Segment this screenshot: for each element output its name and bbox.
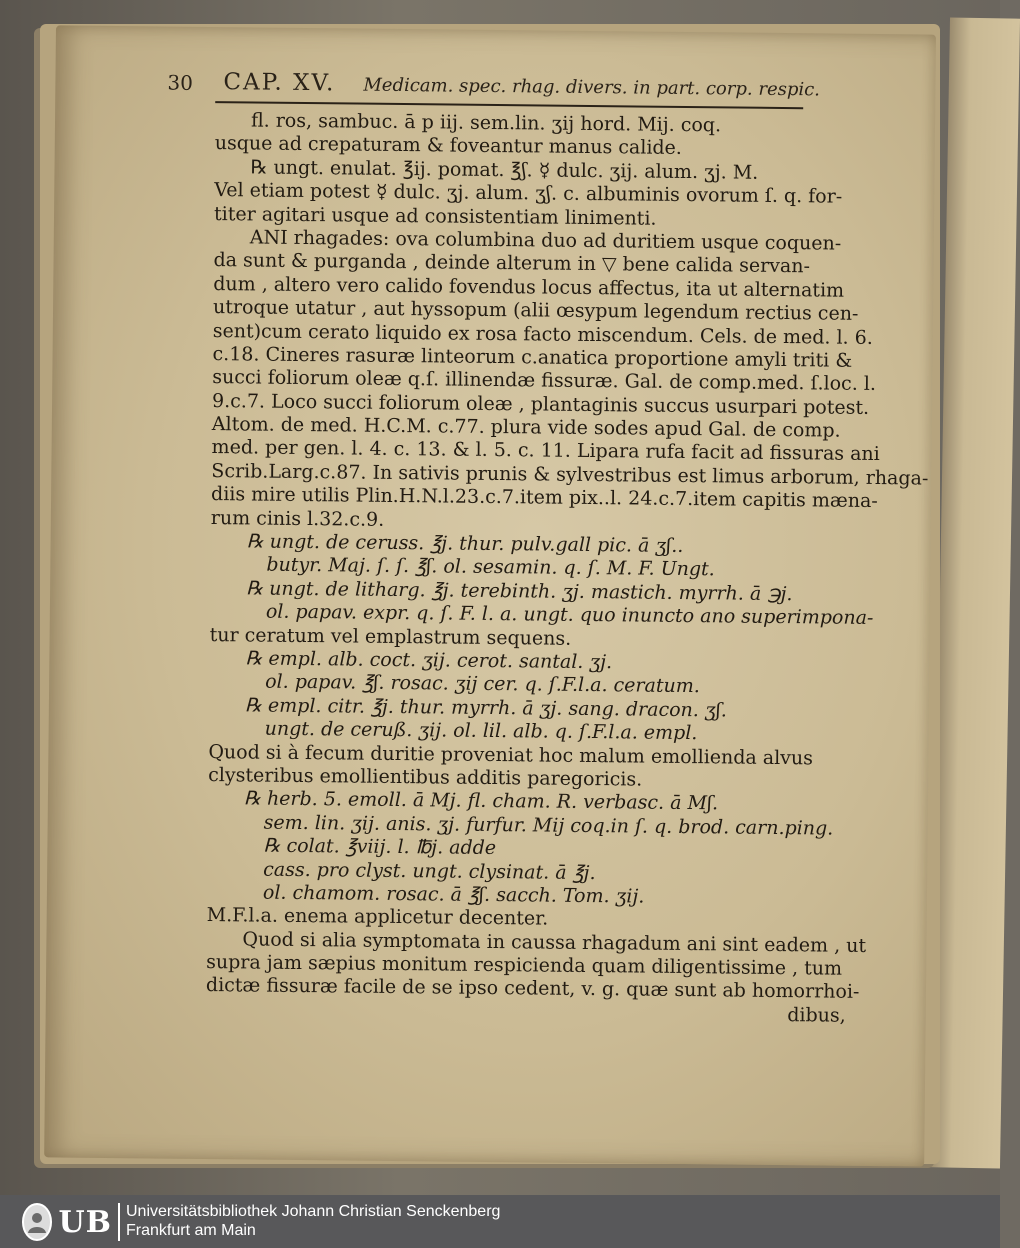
page-number: 30 [167, 70, 194, 95]
header-rule [215, 101, 803, 109]
text-line: ℞ ungt. de ceruss. ℥j. thur. pulv.gall pic. ā ʒʃ.. [246, 530, 684, 558]
text-line: sent)cum cerato liquido ex rosa facto miscendum. Cels. de med. l. 6. [212, 319, 873, 349]
text-line: ℞ empl. alb. coct. ʒij. cerot. santal. ʒj. [245, 647, 613, 674]
text-line: Vel etiam potest ☿ dulc. ʒj. alum. ʒʃ. c. albuminis ovorum ſ. q. for- [214, 179, 843, 208]
book-page [44, 25, 936, 1166]
text-line: dum , altero vero calido fovendus locus affectus, ita ut alternatim [213, 272, 845, 302]
text-line: Quod si alia symptomata in caussa rhagadum ani sint eadem , ut [242, 928, 867, 957]
footer-divider [118, 1203, 120, 1241]
text-line: cass. pro clyst. ungt. clysinat. ā ℥j. [263, 858, 596, 884]
running-title: Medicam. spec. rhag. divers. in part. corp. respic. [363, 74, 821, 101]
text-line: succi foliorum oleæ q.ſ. illinendæ fissuræ. Gal. de comp.med. ſ.loc. l. [212, 366, 877, 396]
text-line: Altom. de med. H.C.M. c.77. plura vide sodes apud Gal. de comp. [211, 413, 841, 442]
text-line: ℞ colat. ℥viij. l. ℔j. adde [263, 834, 497, 860]
text-line: dictæ fissuræ facile de se ipso cedent, v. g. quæ sunt ab homorrhoi- [205, 974, 860, 1004]
page-body-text [205, 109, 929, 1028]
text-line: supra jam sæpius monitum respicienda quam diligentissime , tum [206, 951, 843, 980]
text-line: c.18. Cineres rasuræ linteorum c.anatica proportione amyli triti & [212, 342, 853, 372]
text-line: ℞ empl. citr. ℥j. thur. myrrh. ā ʒj. sang. dracon. ʒʃ. [244, 694, 727, 722]
text-line: ℞ ungt. de litharg. ℥j. terebinth. ʒj. mastich. myrrh. ā ℈j. [246, 577, 793, 605]
text-line: rum cinis l.32.c.9. [210, 506, 385, 531]
text-line: ol. papav. expr. q. ſ. F. l. a. ungt. quo inuncto ano superimpona- [265, 600, 874, 630]
facing-page-edge [930, 17, 1020, 1168]
text-line: ℞ ungt. enulat. ℥ij. pomat. ℥ʃ. ☿ dulc. ʒij. alum. ʒj. M. [250, 156, 759, 184]
text-line: titer agitari usque ad consistentiam linimenti. [213, 202, 657, 230]
seal-icon [22, 1203, 52, 1241]
text-line: ol. papav. ℥ʃ. rosac. ʒij cer. q. ſ.F.l.a. ceratum. [265, 670, 700, 698]
ub-logo-text: UB [58, 1204, 112, 1240]
text-line: usque ad crepaturam & foveantur manus calide. [214, 132, 683, 160]
text-line: med. per gen. l. 4. c. 13. & l. 5. c. 11. Lipara rufa facit ad fissuras ani [211, 436, 880, 466]
library-footer [0, 1195, 1000, 1248]
text-line: da sunt & purganda , deinde alterum in ▽ bene calida servan- [213, 249, 811, 278]
text-line: ℞ herb. 5. emoll. ā Mj. fl. cham. R. verbasc. ā Mʃ. [243, 787, 719, 815]
text-line: Scrib.Larg.c.87. In sativis prunis & sylvestribus est limus arborum, rhaga- [211, 459, 929, 490]
text-line: clysteribus emollientibus additis paregoricis. [208, 763, 643, 791]
text-line: 9.c.7. Loco succi foliorum oleæ , plantaginis succus usurpari potest. [211, 389, 870, 419]
text-line: sem. lin. ʒij. anis. ʒj. furfur. Mij coq.in ſ. q. brod. carn.ping. [263, 811, 834, 840]
chapter-label: CAP. XV. [223, 69, 336, 97]
institution-name: Universitätsbibliothek Johann Christian Senckenberg [126, 1203, 501, 1220]
text-line: ol. chamom. rosac. ā ℥ʃ. sacch. Tom. ʒij. [262, 881, 645, 908]
text-line: diis mire utilis Plin.H.N.l.23.c.7.item pix..l. 24.c.7.item capitis mæna- [211, 483, 878, 513]
text-line: ungt. de ceruß. ʒij. ol. lil. alb. q. ſ.F.l.a. empl. [264, 717, 698, 745]
running-header [167, 69, 821, 101]
text-line: M.F.l.a. enema applicetur decenter. [206, 904, 549, 930]
institution-city: Frankfurt am Main [126, 1222, 256, 1239]
catchword: dibus, [787, 1003, 846, 1027]
text-line: fl. ros, sambuc. ā p iij. sem.lin. ʒij hord. Mij. coq. [250, 109, 722, 137]
ub-logo[interactable] [22, 1203, 112, 1241]
text-line: butyr. Maj. ſ. ſ. ℥ʃ. ol. sesamin. q. ſ. M. F. Ungt. [266, 554, 715, 581]
text-line: utroque utatur , aut hyssopum (alii œsypum legendum rectius cen- [212, 296, 859, 325]
text-line: tur ceratum vel emplastrum sequens. [209, 623, 572, 650]
text-line: Quod si à fecum duritie proveniat hoc malum emollienda alvus [208, 740, 814, 769]
text-line: ANI rhagades: ova columbina duo ad duritiem usque coquen- [249, 226, 842, 255]
